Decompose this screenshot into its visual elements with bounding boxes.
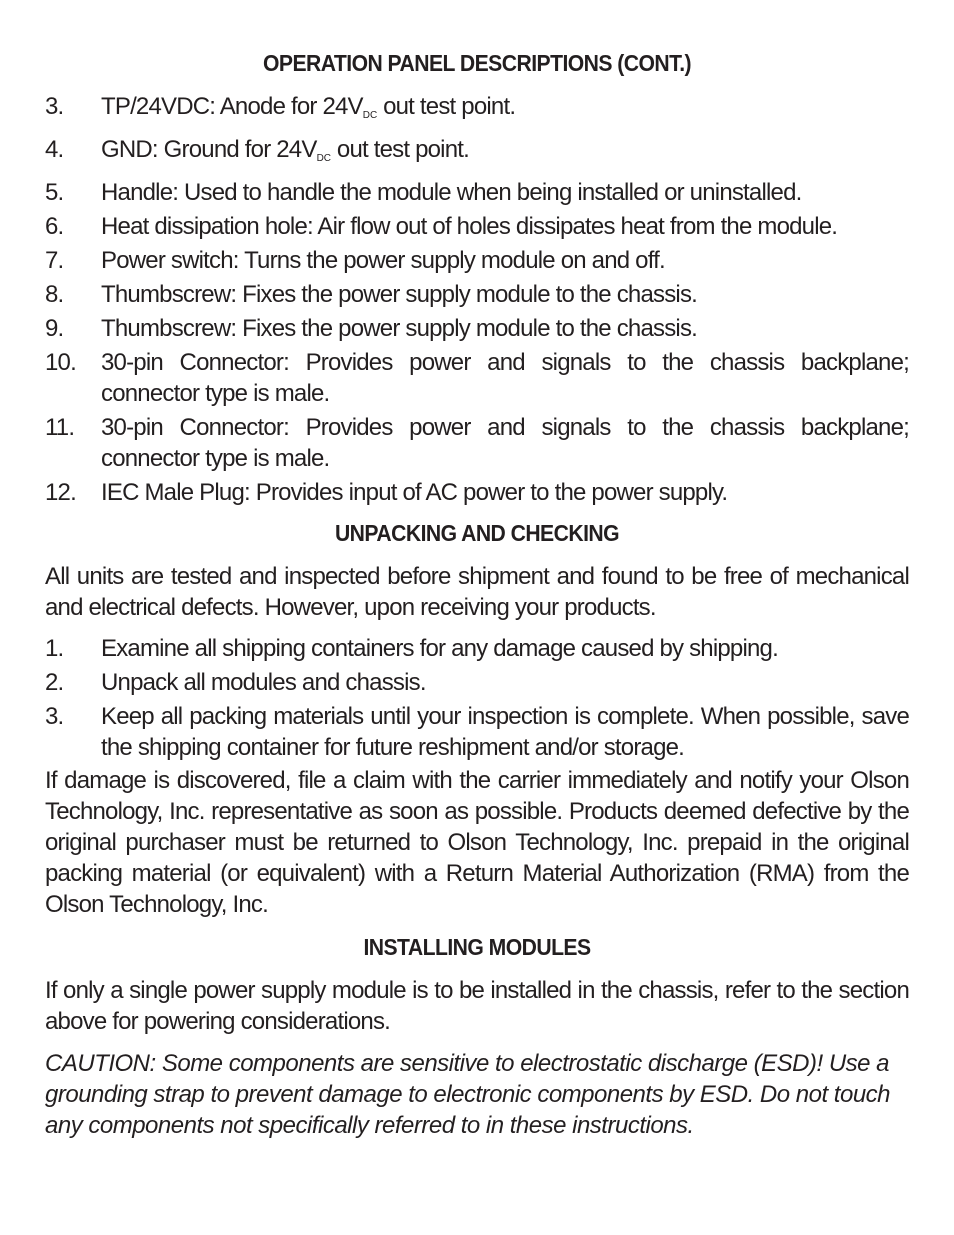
subscript: DC xyxy=(362,110,378,121)
list-item xyxy=(45,477,909,508)
operation-list xyxy=(45,91,909,508)
item-text: Thumbscrew: Fixes the power supply module to the chassis. xyxy=(101,281,698,308)
list-item xyxy=(45,245,909,276)
list-item xyxy=(45,701,909,763)
item-text: 30-pin Connector: Provides power and signals to the chassis backplane; connector type is male. xyxy=(101,349,909,407)
item-number: 8. xyxy=(45,281,64,308)
item-text: IEC Male Plug: Provides input of AC power to the power supply. xyxy=(101,479,728,506)
unpacking-intro: All units are tested and inspected before shipment and found to be free of mechanical and electrical defects. However, upon receiving your products. xyxy=(45,563,909,621)
item-number: 9. xyxy=(45,315,64,342)
unpacking-list xyxy=(45,633,909,763)
item-text-main: TP/24VDC: Anode for 24V xyxy=(101,93,363,120)
item-text xyxy=(101,91,909,131)
item-text: Thumbscrew: Fixes the power supply module to the chassis. xyxy=(101,315,698,342)
list-item xyxy=(45,134,909,174)
item-number: 10. xyxy=(45,349,76,376)
item-text: Examine all shipping containers for any damage caused by shipping. xyxy=(101,635,778,662)
installing-intro: If only a single power supply module is to be installed in the chassis, refer to the section above for powering considerations. xyxy=(45,977,909,1035)
item-text-main: GND: Ground for 24V xyxy=(101,136,317,163)
item-number: 2. xyxy=(45,669,64,696)
item-text: 30-pin Connector: Provides power and signals to the chassis backplane; connector type is male. xyxy=(101,414,909,472)
item-text: Handle: Used to handle the module when being installed or uninstalled. xyxy=(101,179,802,206)
list-item xyxy=(45,279,909,310)
operation-heading: OPERATION PANEL DESCRIPTIONS (CONT.) xyxy=(262,50,692,76)
item-text: Power switch: Turns the power supply module on and off. xyxy=(101,247,665,274)
list-item xyxy=(45,667,909,698)
list-item xyxy=(45,313,909,344)
item-number: 4. xyxy=(45,136,64,163)
document-page xyxy=(45,50,909,1141)
list-item xyxy=(45,177,909,208)
subscript: DC xyxy=(316,153,332,164)
item-number: 11. xyxy=(45,414,75,441)
list-item xyxy=(45,211,909,242)
installing-heading: INSTALLING MODULES xyxy=(363,934,591,960)
unpacking-heading: UNPACKING AND CHECKING xyxy=(334,520,620,546)
item-text-tail: out test point. xyxy=(331,136,469,163)
item-text: Heat dissipation hole: Air flow out of holes dissipates heat from the module. xyxy=(101,213,838,240)
item-number: 3. xyxy=(45,93,64,120)
item-number: 3. xyxy=(45,703,64,730)
list-item xyxy=(45,91,909,131)
caution-paragraph: CAUTION: Some components are sensitive to electrostatic discharge (ESD)! Use a grounding strap to prevent damage to electronic components by ESD. Do not touch any components not specifically referred to in these instructions. xyxy=(45,1050,891,1139)
item-text xyxy=(101,134,909,174)
item-number: 1. xyxy=(45,635,64,662)
item-text: Keep all packing materials until your inspection is complete. When possible, save the shipping container for future reshipment and/or storage. xyxy=(101,703,909,761)
item-number: 12. xyxy=(45,479,76,506)
list-item xyxy=(45,412,909,474)
item-number: 6. xyxy=(45,213,64,240)
list-item xyxy=(45,633,909,664)
item-number: 7. xyxy=(45,247,64,274)
item-text-tail: out test point. xyxy=(377,93,516,120)
item-number: 5. xyxy=(45,179,64,206)
list-item xyxy=(45,347,909,409)
item-text: Unpack all modules and chassis. xyxy=(101,669,426,696)
damage-paragraph: If damage is discovered, file a claim with the carrier immediately and notify your Olson Technology, Inc. representative as soon as possible. Products deemed defective by the original purchaser must be returned to Olson Technology, Inc. prepaid in the original packing material (or equivalent) with a Return Material Authorization (RMA) from the Olson Technology, Inc. xyxy=(45,767,909,918)
